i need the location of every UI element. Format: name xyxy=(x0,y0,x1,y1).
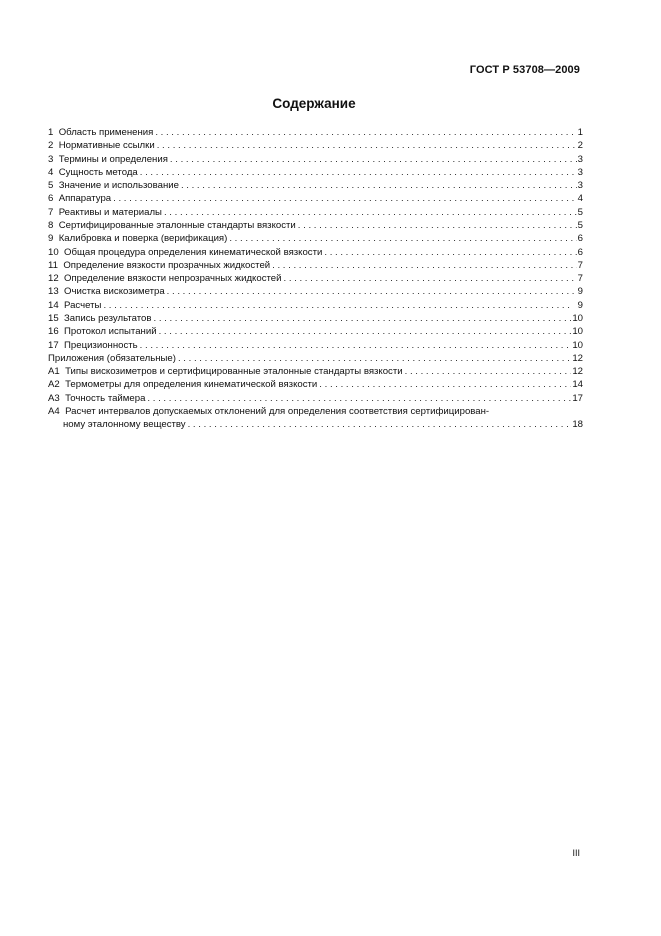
toc-entry-label: Определение вязкости прозрачных жидкостей xyxy=(63,259,271,271)
dot-leader xyxy=(159,325,572,338)
toc-entry-number: 5 xyxy=(48,180,54,192)
toc-entry-label: Определение вязкости непрозрачных жидкостей xyxy=(64,273,282,285)
toc-entry-number: А3 xyxy=(48,392,60,404)
toc-entry[interactable] xyxy=(48,219,583,232)
dot-leader xyxy=(324,246,576,259)
dot-leader xyxy=(170,153,577,166)
toc-entry-label: Термометры для определения кинематической вязкости xyxy=(65,379,318,391)
toc-entry[interactable] xyxy=(48,299,583,312)
toc-entry[interactable] xyxy=(48,206,583,219)
page-title: Содержание xyxy=(272,96,356,111)
toc-entry[interactable] xyxy=(48,365,583,378)
toc-entry-label: Протокол испытаний xyxy=(64,326,157,338)
dot-leader xyxy=(140,166,577,179)
toc-entry-label: Реактивы и материалы xyxy=(58,206,162,218)
dot-leader xyxy=(155,126,576,139)
toc-entry[interactable] xyxy=(48,378,583,391)
toc-entry[interactable] xyxy=(48,232,583,245)
toc-entry-page: 10 xyxy=(572,312,583,324)
toc-entry-label: Общая процедура определения кинематической вязкости xyxy=(64,246,323,258)
toc-entry-page: 6 xyxy=(577,233,583,245)
dot-leader xyxy=(405,365,572,378)
toc-entry[interactable] xyxy=(48,405,583,418)
dot-leader xyxy=(153,312,571,325)
toc-entry[interactable] xyxy=(48,246,583,259)
toc-entry-page: 10 xyxy=(572,339,583,351)
toc-entry-label: Расчеты xyxy=(64,299,102,311)
toc-entry-label-line2: ному эталонному веществу xyxy=(63,419,186,431)
toc-entry-label: Аппаратура xyxy=(58,193,112,205)
toc-entry-page: 12 xyxy=(572,352,583,364)
toc-entry-label: Калибровка и поверка (верификация) xyxy=(58,233,228,245)
toc-entry-number: 7 xyxy=(48,206,54,218)
toc-entry-label: Нормативные ссылки xyxy=(58,140,155,152)
toc-entry[interactable] xyxy=(48,126,583,139)
dot-leader xyxy=(140,339,572,352)
toc-entry[interactable] xyxy=(48,312,583,325)
toc-entry-page: 3 xyxy=(577,166,583,178)
toc-entry-page: 18 xyxy=(572,419,583,431)
toc-entry-label: Сертифицированные эталонные стандарты вязкости xyxy=(58,219,296,231)
toc-entry[interactable] xyxy=(48,139,583,152)
dot-leader xyxy=(147,392,571,405)
toc-entry[interactable] xyxy=(48,325,583,338)
toc-entry-number: 8 xyxy=(48,219,54,231)
toc-entry-page: 12 xyxy=(572,366,583,378)
toc-entry-label: Типы вискозиметров и сертифицированные эталонные стандарты вязкости xyxy=(65,366,403,378)
toc-entry-page: 5 xyxy=(577,219,583,231)
toc-entry[interactable] xyxy=(48,272,583,285)
toc-entry[interactable] xyxy=(48,392,583,405)
toc-entry-appendices[interactable] xyxy=(48,352,583,365)
toc-entry-number: 11 xyxy=(48,259,58,271)
toc-entry-number: 10 xyxy=(48,246,59,258)
page-number: III xyxy=(572,848,580,858)
dot-leader xyxy=(188,418,572,431)
dot-leader xyxy=(283,272,576,285)
toc-entry-page: 7 xyxy=(577,273,583,285)
toc-entry-page: 10 xyxy=(572,326,583,338)
toc-entry-page: 17 xyxy=(572,392,583,404)
dot-leader xyxy=(229,232,576,245)
toc-entry-number: 2 xyxy=(48,140,54,152)
toc-entry[interactable] xyxy=(48,179,583,192)
toc-entry-number: А4 xyxy=(48,405,60,417)
toc-entry-continuation[interactable] xyxy=(48,418,583,431)
toc-entry-number: 9 xyxy=(48,233,54,245)
toc-entry[interactable] xyxy=(48,166,583,179)
toc-entry-page: 5 xyxy=(577,206,583,218)
toc-entry-label-line1: Расчет интервалов допускаемых отклонений для определения соответствия сертифицирован- xyxy=(65,405,490,417)
toc-entry-number: 3 xyxy=(48,153,54,165)
toc-entry-number: А1 xyxy=(48,366,60,378)
toc-entry-label: Область применения xyxy=(58,127,154,138)
toc-entry-page: 3 xyxy=(577,180,583,192)
toc-entry[interactable] xyxy=(48,259,583,272)
dot-leader xyxy=(157,139,577,152)
dot-leader xyxy=(167,285,577,298)
toc-entry[interactable] xyxy=(48,153,583,166)
toc-entry-label: Очистка вискозиметра xyxy=(64,286,165,298)
document-designation: ГОСТ Р 53708—2009 xyxy=(469,64,580,76)
toc-entry-number: А2 xyxy=(48,379,60,391)
dot-leader xyxy=(298,219,577,232)
toc-entry[interactable] xyxy=(48,285,583,298)
toc-entry-number: 17 xyxy=(48,339,59,351)
toc-entry-label: Запись результатов xyxy=(64,312,152,324)
dot-leader xyxy=(103,299,576,312)
dot-leader xyxy=(164,206,577,219)
toc-entry-page: 1 xyxy=(577,127,583,138)
toc-entry-label: Значение и использование xyxy=(58,180,179,192)
toc-entry-number: 13 xyxy=(48,286,59,298)
toc-entry-number: 14 xyxy=(48,299,59,311)
toc-entry-page: 14 xyxy=(572,379,583,391)
toc-entry-page: 9 xyxy=(577,299,583,311)
toc-entry-number: 1 xyxy=(48,127,54,138)
toc-entry[interactable] xyxy=(48,192,583,205)
toc-entry-page: 4 xyxy=(577,193,583,205)
dot-leader xyxy=(178,352,571,365)
dot-leader xyxy=(113,192,577,205)
table-of-contents xyxy=(48,126,583,431)
toc-entry-page: 3 xyxy=(577,153,583,165)
toc-entry-label: Прецизионность xyxy=(64,339,138,351)
dot-leader xyxy=(272,259,577,272)
toc-entry-page: 7 xyxy=(577,259,583,271)
toc-entry-page: 6 xyxy=(577,246,583,258)
toc-entry-label: Приложения (обязательные) xyxy=(48,352,176,364)
toc-entry-number: 6 xyxy=(48,193,54,205)
toc-entry[interactable] xyxy=(48,339,583,352)
toc-entry-label: Сущность метода xyxy=(58,166,138,178)
toc-entry-number: 15 xyxy=(48,312,59,324)
toc-entry-page: 9 xyxy=(577,286,583,298)
dot-leader xyxy=(319,378,571,391)
dot-leader xyxy=(181,179,577,192)
toc-entry-number: 16 xyxy=(48,326,59,338)
toc-entry-number: 12 xyxy=(48,273,59,285)
toc-entry-label: Термины и определения xyxy=(58,153,168,165)
toc-entry-number: 4 xyxy=(48,166,54,178)
toc-entry-page: 2 xyxy=(577,140,583,152)
toc-entry-label: Точность таймера xyxy=(65,392,146,404)
